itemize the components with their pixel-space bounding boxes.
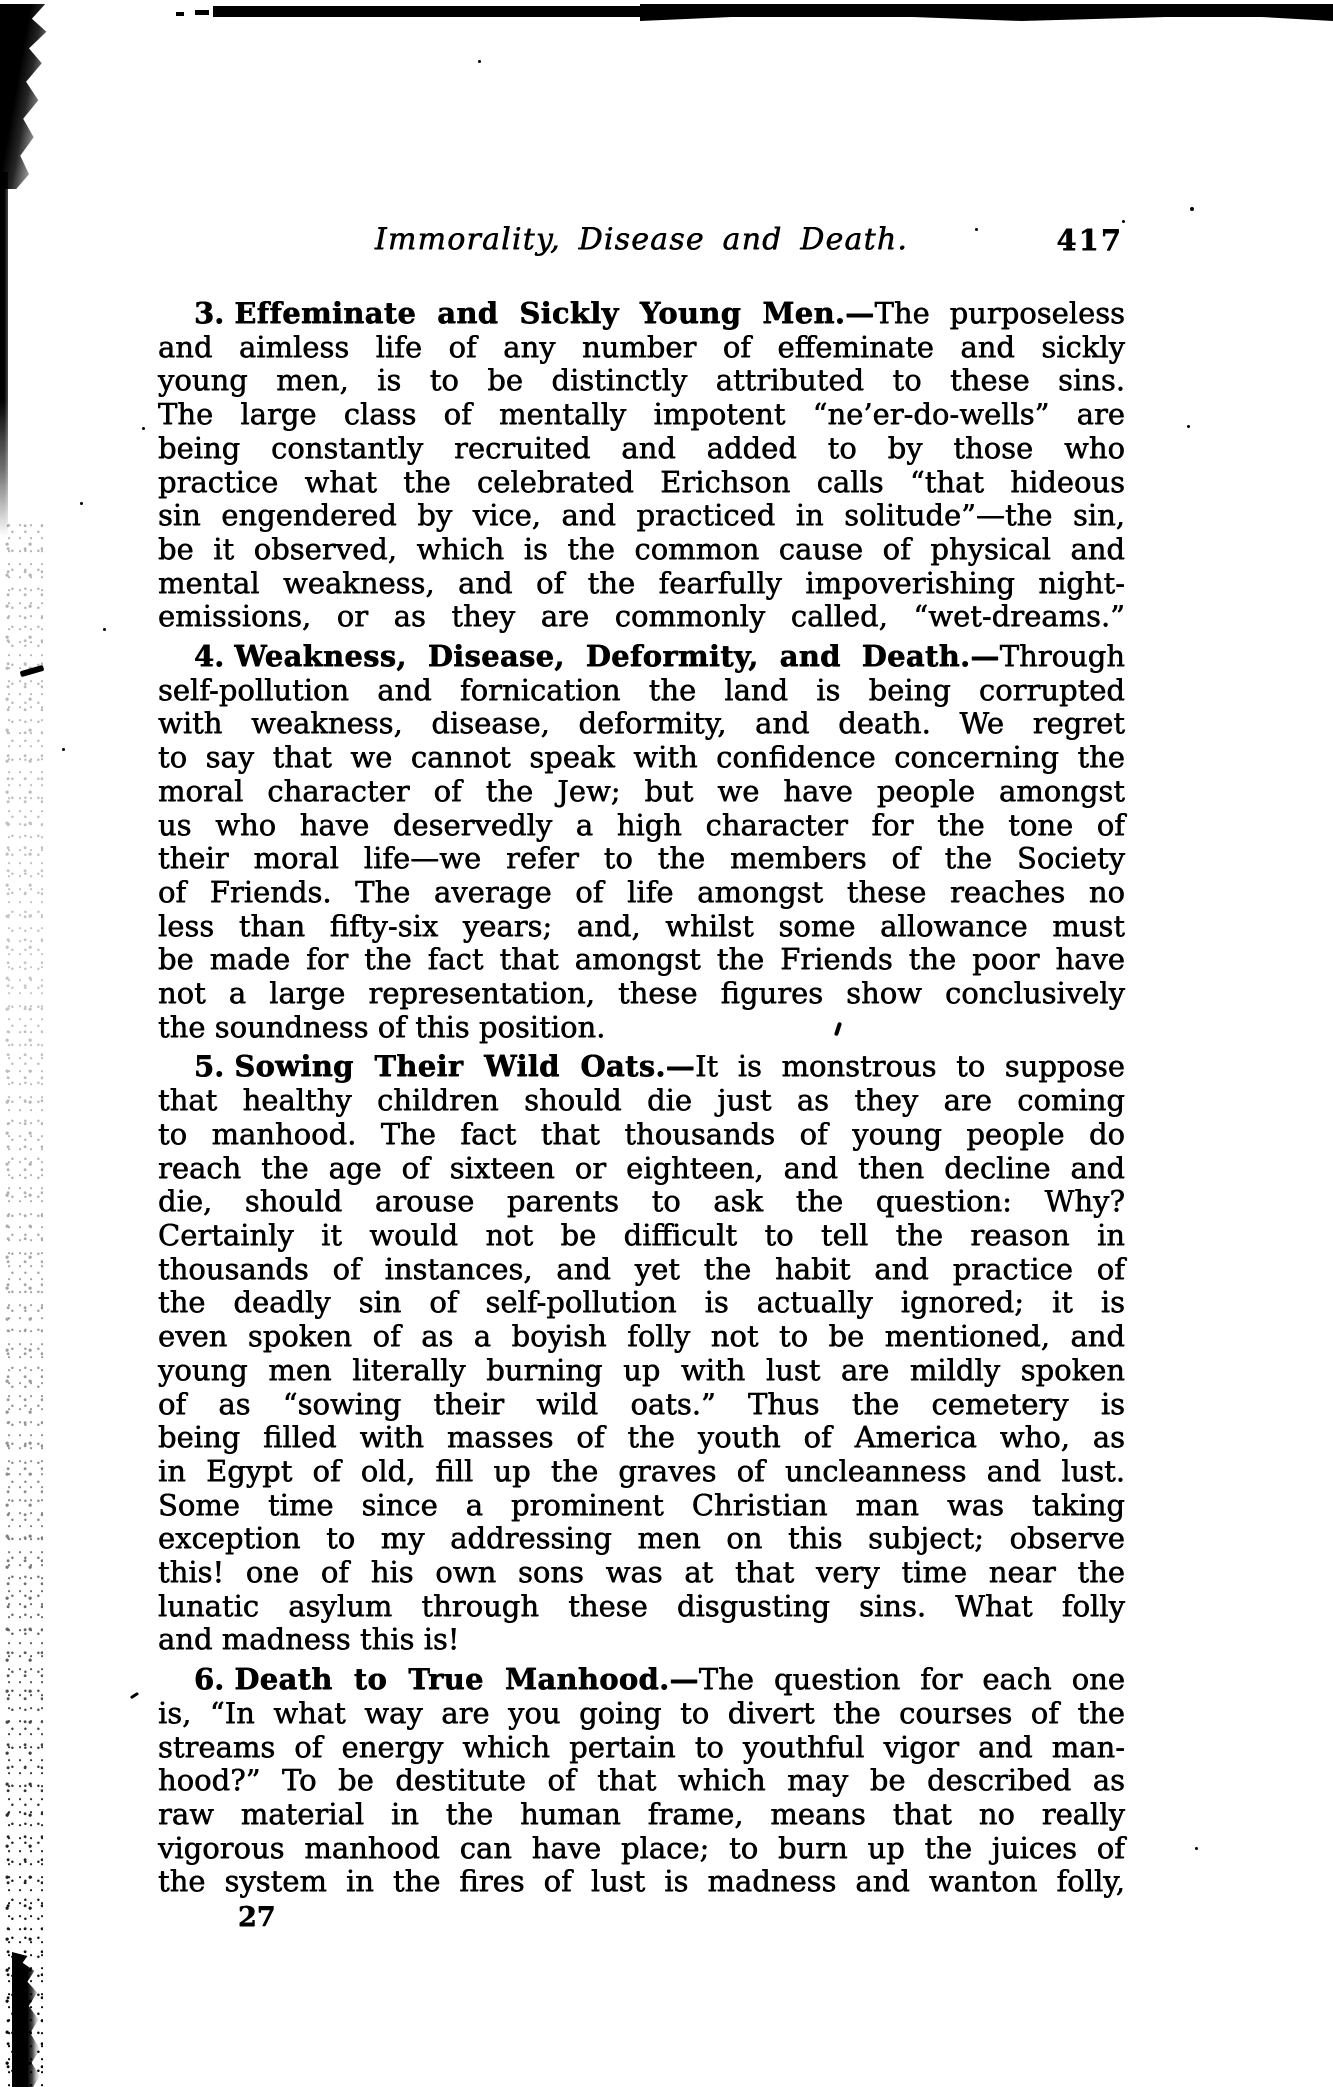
scan-speck: [1195, 1847, 1198, 1850]
text-line: their moral life—we refer to the members of the Society: [158, 841, 1125, 876]
text-line: self-pollution and fornication the land is being corrupted: [158, 672, 1125, 707]
section-paragraph: [158, 1663, 1125, 1899]
text-line: vigorous manhood can have place; to burn up the juices of: [158, 1830, 1125, 1865]
text-line: be it observed, which is the common cause of physical and: [158, 531, 1125, 566]
scan-speck: [80, 502, 83, 505]
text-line: not a large representation, these figures show conclusively: [158, 976, 1125, 1011]
text-line: die, should arouse parents to ask the question: Why?: [158, 1184, 1125, 1219]
section-number: 4.: [194, 639, 225, 674]
section-paragraph: [158, 297, 1125, 634]
text-line: and aimless life of any number of effeminate and sickly: [158, 329, 1125, 364]
text-line: of Friends. The average of life amongst these reaches no: [158, 874, 1125, 909]
text-line: to manhood. The fact that thousands of young people do: [158, 1116, 1125, 1151]
text-line: young men literally burning up with lust are mildly spoken: [158, 1352, 1125, 1387]
text-line: being filled with masses of the youth of America who, as: [158, 1420, 1125, 1455]
scan-left-edge-line: [0, 172, 8, 537]
scan-speck: [478, 60, 481, 63]
text-line: the system in the fires of lust is madness and wanton folly,: [158, 1864, 1125, 1899]
section-heading: Sowing Their Wild Oats.—: [234, 1049, 696, 1084]
text-line: emissions, or as they are commonly called, “wet-dreams.”: [158, 599, 1125, 634]
text-line: streams of energy which pertain to youthful vigor and man-: [158, 1729, 1125, 1764]
text-line: Certainly it would not be difficult to tell the reason in: [158, 1217, 1125, 1252]
sections: [158, 297, 1125, 1899]
text-line: that healthy children should die just as they are coming: [158, 1083, 1125, 1118]
text-line: the deadly sin of self-pollution is actually ignored; it is: [158, 1285, 1125, 1320]
scan-top-edge-dash: [195, 10, 209, 15]
section-heading: Effeminate and Sickly Young Men.—: [234, 296, 875, 330]
text-line: 6. Death to True Manhood.—The question for each one: [194, 1662, 1125, 1697]
section-number: 6.: [194, 1662, 225, 1697]
text-line: Some time since a prominent Christian man was taking: [158, 1487, 1125, 1522]
scan-pen-mark: [130, 1692, 139, 1699]
section-heading: Weakness, Disease, Deformity, and Death.—: [234, 639, 1000, 674]
section-paragraph: [158, 1050, 1125, 1657]
running-head: [158, 222, 1125, 264]
text-line: of as “sowing their wild oats.” Thus the cemetery is: [158, 1386, 1125, 1421]
scan-speck: [142, 427, 145, 430]
text-line: The large class of mentally impotent “ne’er-do-wells” are: [158, 397, 1125, 432]
text-line: less than fifty-six years; and, whilst some allowance must: [158, 908, 1125, 943]
text-line: be made for the fact that amongst the Friends the poor have: [158, 942, 1125, 977]
text-line: hood?” To be destitute of that which may be described as: [158, 1763, 1125, 1798]
scan-corner-tear: [0, 4, 58, 189]
text-line: sin engendered by vice, and practiced in solitude”—the sin,: [158, 498, 1125, 533]
text-line: even spoken of as a boyish folly not to be mentioned, and: [158, 1319, 1125, 1354]
scan-speck: [62, 748, 65, 751]
text-line: reach the age of sixteen or eighteen, and then decline and: [158, 1150, 1125, 1185]
section-paragraph: [158, 640, 1125, 1044]
signature-number: 27: [238, 1902, 276, 1933]
page-number: 417: [1056, 223, 1123, 257]
section-number: 3.: [194, 296, 225, 330]
text-line: 3. Effeminate and Sickly Young Men.—The purposeless: [194, 296, 1125, 330]
section-number: 5.: [194, 1049, 225, 1084]
text-line: the soundness of this position.: [158, 1009, 606, 1044]
text-line: practice what the celebrated Erichson calls “that hideous: [158, 464, 1125, 499]
section-heading: Death to True Manhood.—: [234, 1662, 699, 1697]
scan-top-edge-dash: [176, 12, 184, 16]
scan-speck: [1187, 425, 1190, 428]
text-line: being constantly recruited and added to by those who: [158, 430, 1125, 465]
text-line: raw material in the human frame, means that no really: [158, 1796, 1125, 1831]
text-line: lunatic asylum through these disgusting sins. What folly: [158, 1588, 1125, 1623]
scan-speck: [103, 628, 106, 631]
text-line: is, “In what way are you going to divert the courses of the: [158, 1695, 1125, 1730]
scan-top-edge-bar-thick: [640, 4, 1333, 21]
page-title: Immorality, Disease and Death.: [374, 222, 909, 257]
text-line: thousands of instances, and yet the habit and practice of: [158, 1251, 1125, 1286]
text-line: this! one of his own sons was at that very time near the: [158, 1555, 1125, 1590]
text-line: 5. Sowing Their Wild Oats.—It is monstrous to suppose: [194, 1049, 1125, 1084]
scan-speck: [1190, 207, 1194, 211]
text-line: us who have deservedly a high character for the tone of: [158, 807, 1125, 842]
text-line: to say that we cannot speak with confidence concerning the: [158, 740, 1125, 775]
text-line: and madness this is!: [158, 1622, 460, 1657]
text-line: moral character of the Jew; but we have people amongst: [158, 773, 1125, 808]
text-line: in Egypt of old, fill up the graves of uncleanness and lust.: [158, 1453, 1125, 1488]
text-line: young men, is to be distinctly attributed to these sins.: [158, 363, 1125, 398]
text-line: exception to my addressing men on this subject; observe: [158, 1521, 1125, 1556]
text-line: with weakness, disease, deformity, and death. We regret: [158, 706, 1125, 741]
text-line: 4. Weakness, Disease, Deformity, and Death.—Through: [194, 639, 1125, 674]
text-line: mental weakness, and of the fearfully impoverishing night-: [158, 565, 1125, 600]
scan-left-edge-noise: [3, 520, 43, 2087]
